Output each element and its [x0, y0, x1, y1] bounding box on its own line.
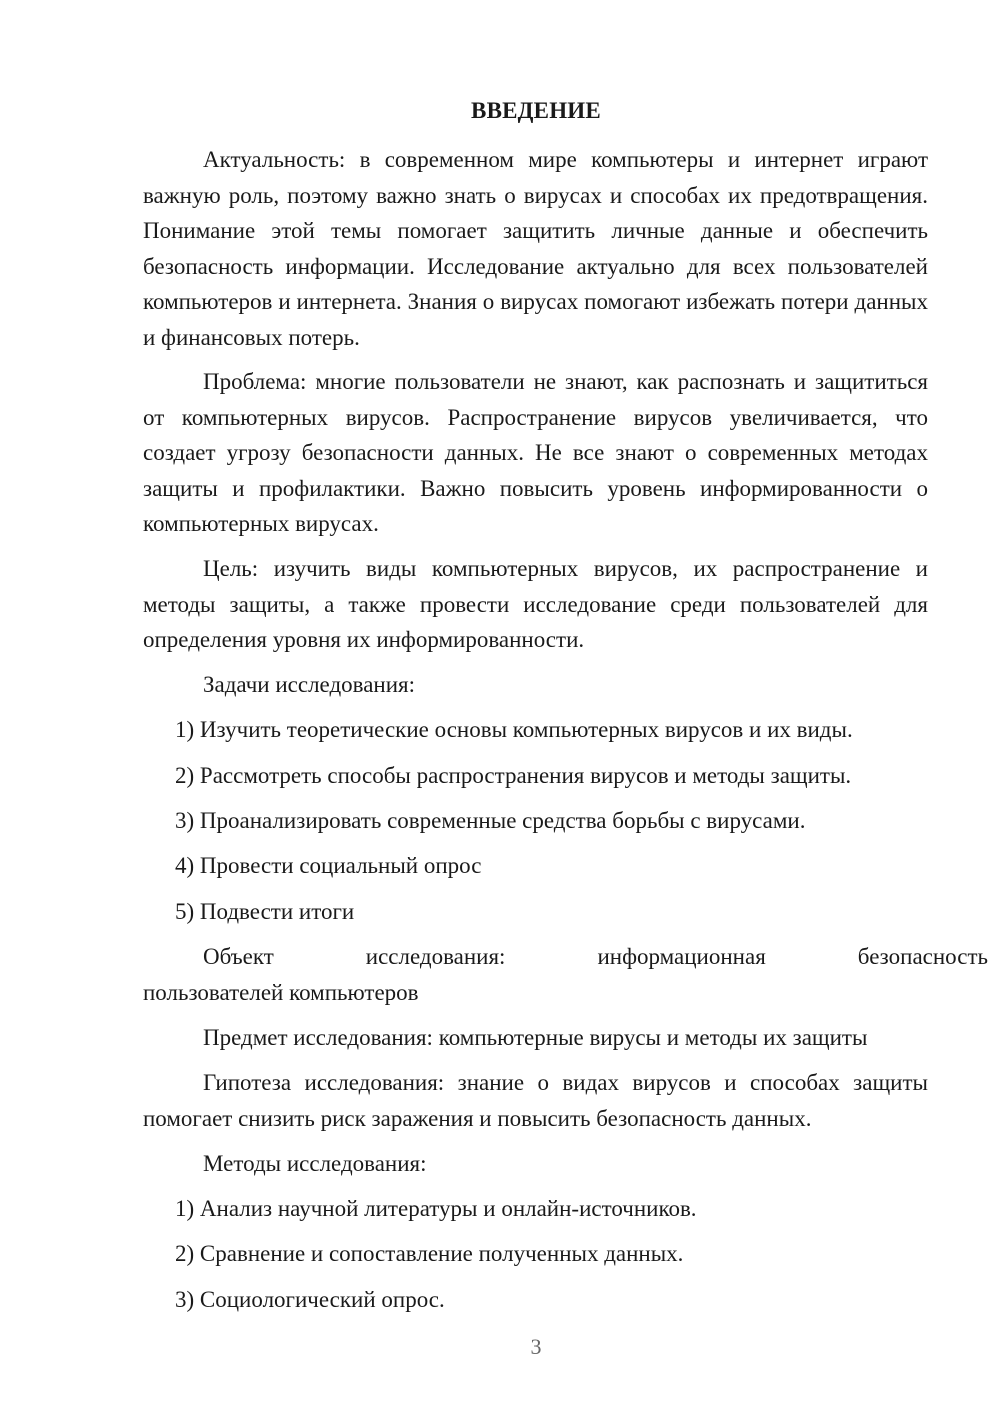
page-title: ВВЕДЕНИЕ: [471, 98, 601, 123]
task-item-1: 1) Изучить теоретические основы компьютерных вирусов и их виды.: [175, 717, 853, 742]
method-item-1: 1) Анализ научной литературы и онлайн-источников.: [175, 1196, 697, 1221]
object-word-4: безопасность: [857, 944, 988, 969]
object-line-2: пользователей компьютеров: [143, 980, 419, 1005]
method-item-3: 3) Социологический опрос.: [175, 1287, 445, 1312]
relevance-paragraph: Актуальность: в современном мире компьютеры и интернет играют важную роль, поэтому важно знать о вирусах и способах их предотвращения. Понимание этой темы помогает защитить личные данные и обеспечить безопасность информации. Исследование актуально для всех пользователей компьютеров и интернета. Знания о вирусах помогают избежать потери данных и финансовых потерь.: [143, 147, 928, 350]
task-item-2: 2) Рассмотреть способы распространения вирусов и методы защиты.: [175, 763, 852, 788]
task-item-5: 5) Подвести итоги: [175, 899, 355, 924]
subject-paragraph: Предмет исследования: компьютерные вирусы и методы их защиты: [203, 1025, 868, 1050]
page-number: 3: [530, 1334, 542, 1359]
task-item-3: 3) Проанализировать современные средства борьбы с вирусами.: [175, 808, 806, 833]
method-item-2: 2) Сравнение и сопоставление полученных данных.: [175, 1241, 684, 1266]
tasks-title: Задачи исследования:: [203, 672, 416, 697]
object-word-3: информационная: [597, 944, 766, 969]
object-word-1: Объект: [203, 944, 274, 969]
problem-paragraph: Проблема: многие пользователи не знают, как распознать и защититься от компьютерных вирусов. Распространение вирусов увеличивается, что создает угрозу безопасности данных. Не все знают о современных методах защиты и профилактики. Важно повысить уровень информированности о компьютерных вирусах.: [143, 369, 928, 536]
object-word-2: исследования:: [365, 944, 506, 969]
task-item-4: 4) Провести социальный опрос: [175, 853, 482, 878]
goal-paragraph: Цель: изучить виды компьютерных вирусов, их распространение и методы защиты, а также провести исследование среди пользователей для определения уровня их информированности.: [143, 556, 928, 652]
hypothesis-paragraph: Гипотеза исследования: знание о видах вирусов и способах защиты помогает снизить риск заражения и повысить безопасность данных.: [143, 1070, 928, 1131]
object-line-1: [143, 939, 988, 975]
methods-title: Методы исследования:: [203, 1151, 427, 1176]
